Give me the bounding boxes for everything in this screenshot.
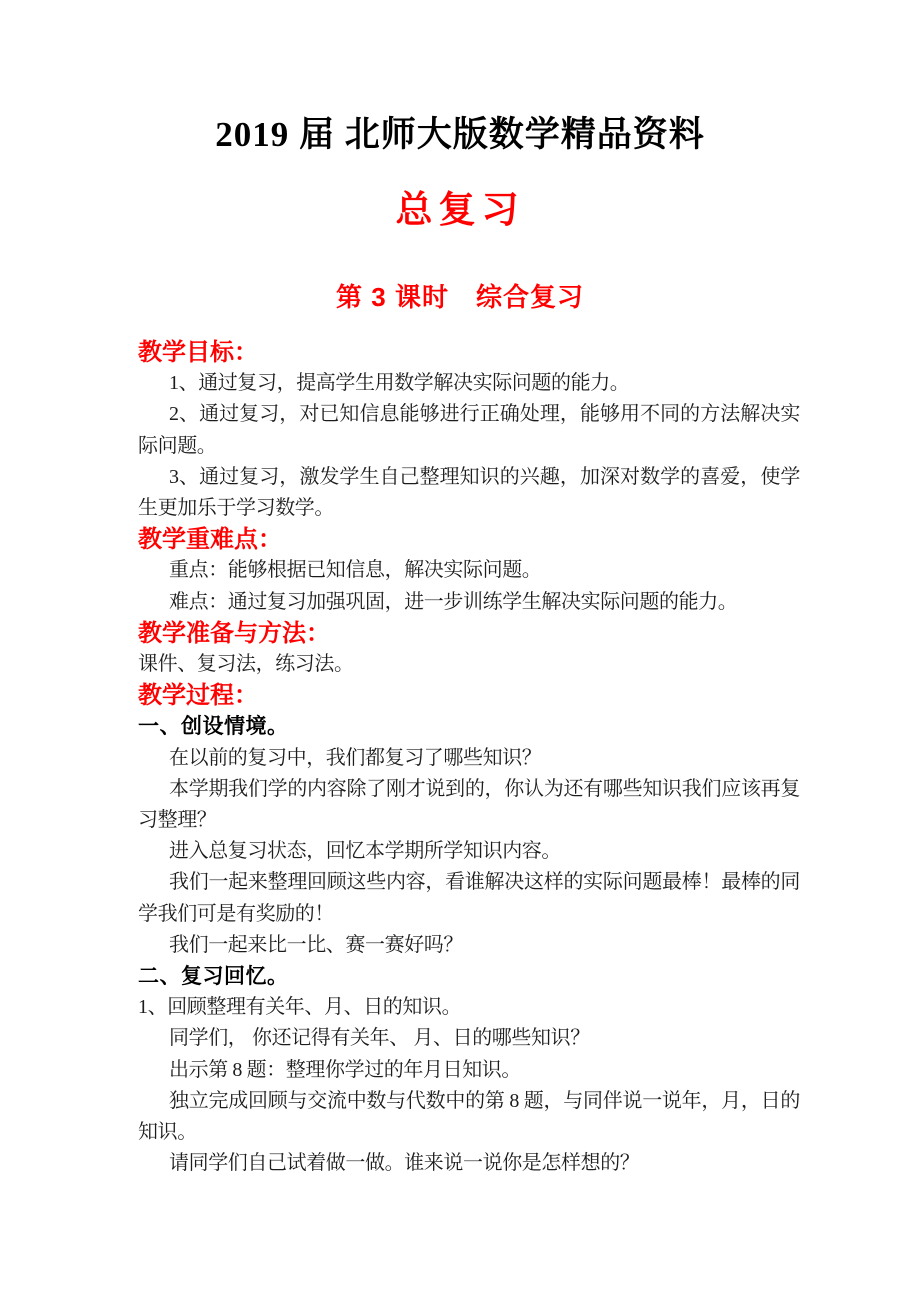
review-item-1: 1、回顾整理有关年、月、日的知识。	[138, 996, 462, 1019]
process-paragraph: 本学期我们学的内容除了刚才说到的，你认为还有哪些知识我们应该再复习整理？	[138, 777, 800, 832]
review-paragraph: 请同学们自己试着做一做。谁来说一说你是怎样想的？	[169, 1152, 640, 1175]
subheading-review-recall: 二、复习回忆。	[138, 965, 289, 989]
lesson-heading: 第 3 课时 综合复习	[336, 282, 584, 312]
heading-preparation-methods: 教学准备与方法：	[138, 619, 330, 647]
key-point-line: 重点：能够根据已知信息，解决实际问题。	[169, 559, 542, 582]
difficult-point-line: 难点：通过复习加强巩固，进一步训练学生解决实际问题的能力。	[169, 590, 738, 613]
objective-item-3: 3、通过复习，激发学生自己整理知识的兴趣，加深对数学的喜爱，使学生更加乐于学习数学。	[138, 465, 800, 520]
process-paragraph: 在以前的复习中，我们都复习了哪些知识？	[169, 746, 542, 769]
review-paragraph: 独立完成回顾与交流中数与代数中的第 8 题，与同伴说一说年，月，日的知识。	[138, 1089, 800, 1144]
heading-teaching-process: 教学过程：	[138, 682, 258, 710]
heading-teaching-objectives: 教学目标：	[138, 339, 258, 366]
document-title: 2019 届 北师大版数学精品资料	[215, 115, 705, 154]
objective-item-2: 2、通过复习，对已知信息能够进行正确处理，能够用不同的方法解决实际问题。	[138, 403, 800, 457]
document-subtitle: 总复习	[395, 190, 525, 231]
process-paragraph: 进入总复习状态，回忆本学期所学知识内容。	[169, 840, 561, 863]
subheading-create-situation: 一、创设情境。	[138, 715, 289, 739]
preparation-content-line: 课件、复习法，练习法。	[138, 653, 354, 676]
process-paragraph: 我们一起来整理回顾这些内容，看谁解决这样的实际问题最棒！最棒的同学我们可是有奖励的！	[138, 871, 800, 925]
process-paragraph: 我们一起来比一比、赛一赛好吗？	[169, 933, 463, 956]
review-paragraph: 出示第 8 题：整理你学过的年月日知识。	[169, 1058, 521, 1081]
heading-key-difficult-points: 教学重难点：	[138, 526, 282, 554]
objective-item-1: 1、通过复习，提高学生用数学解决实际问题的能力。	[169, 372, 630, 395]
review-paragraph: 同学们， 你还记得有关年、 月、日的哪些知识？	[169, 1027, 590, 1050]
document-body	[138, 337, 800, 1179]
